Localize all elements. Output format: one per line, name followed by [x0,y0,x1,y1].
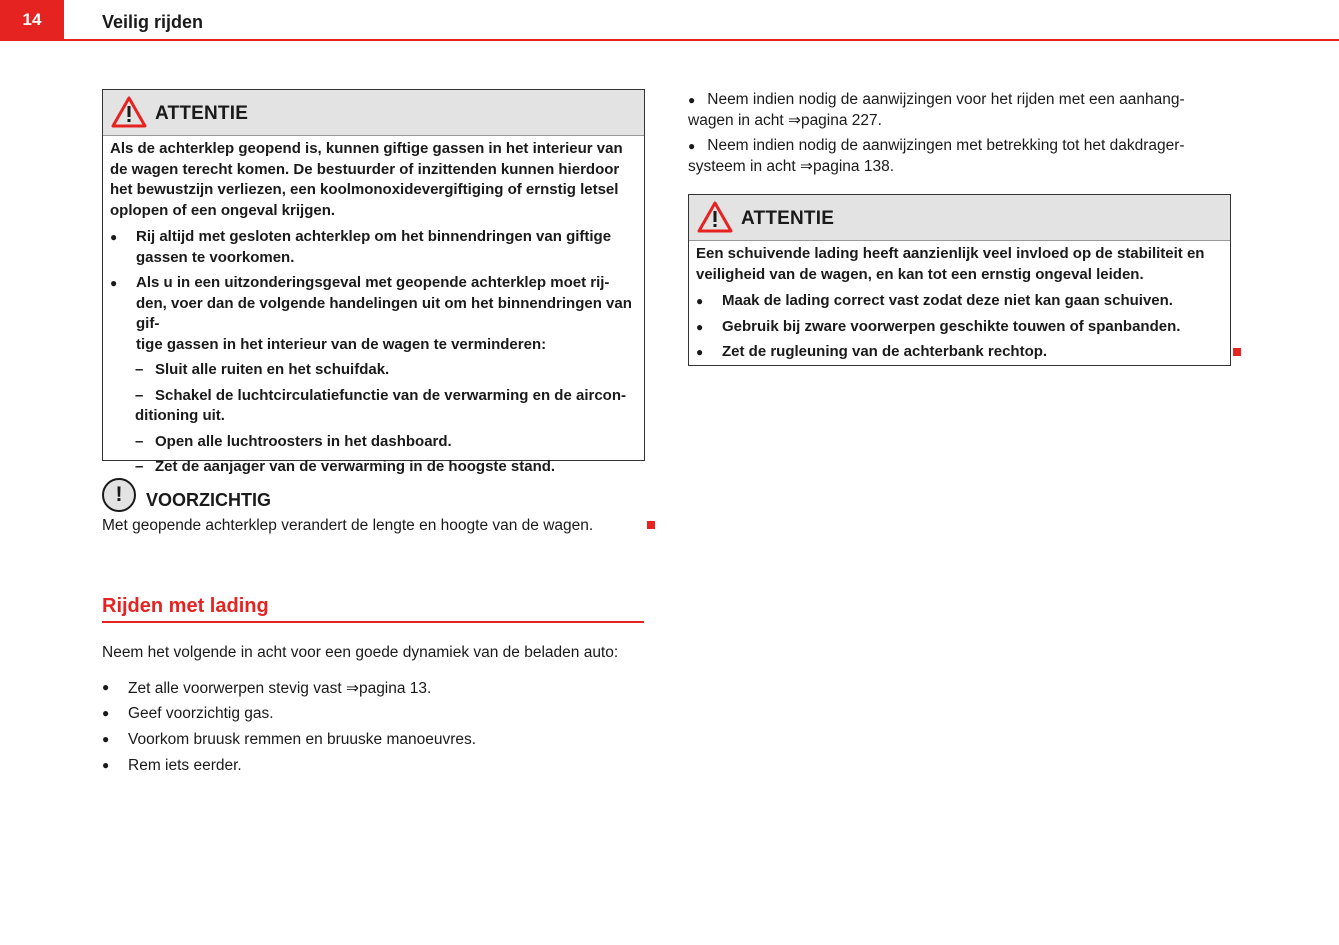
list-item: ● Neem indien nodig de aanwijzingen met betrekking tot het dakdrager- systeem in acht ⇒pagina 138. [688,137,1185,175]
warning-intro: Als de achterklep geopend is, kunnen giftige gassen in het interieur van de wagen terecht komen. De bestuurder of inzittenden kunnen hierdoor het bewustzijn verliezen, een koolmonoxidevergiftiging of ernstig letsel oplopen of een ongeval krijgen. [110,140,623,219]
cargo-tips-list [102,679,476,783]
warning-header [103,90,644,136]
section-end-marker [1233,348,1241,356]
list-item: ● Voorkom bruusk remmen en bruuske manoeuvres. [102,731,476,757]
warning-header [689,195,1230,241]
warning-body [103,136,644,487]
caution-text: Met geopende achterklep verandert de lengte en hoogte van de wagen. [102,517,594,534]
exclamation-circle-icon: ! [102,478,136,512]
warning-bullet: ● Rij altijd met gesloten achterklep om het binnendringen van giftige gassen te voorkomen. [110,227,637,268]
chapter-title: Veilig rijden [102,12,204,32]
page-number: 14 [0,0,64,40]
warning-title: ATTENTIE [155,103,249,124]
warning-bullet: ● Zet de rugleuning van de achterbank rechtop. [696,342,1223,363]
warning-triangle-icon [697,201,733,233]
section-title: Rijden met lading [102,595,269,617]
list-item: ● Zet alle voorwerpen stevig vast ⇒pagina 13. [102,679,476,705]
warning-step: – Schakel de luchtcirculatiefunctie van de verwarming en de aircon- ditioning uit. [135,386,626,424]
right-column-list [688,90,1228,182]
warning-bullet: ● Maak de lading correct vast zodat deze niet kan gaan schuiven. [696,291,1223,312]
section-end-marker [647,521,655,529]
warning-bullet: ● Als u in een uitzonderingsgeval met geopende achterklep moet rij- den, voer dan de volgende handelingen uit om het binnendringen van gif- tige gassen in het interieur van de wagen te verminderen: [110,273,637,355]
warning-triangle-icon [111,96,147,128]
warning-bullet: ● Gebruik bij zware voorwerpen geschikte touwen of spanbanden. [696,317,1223,338]
caution-title: VOORZICHTIG [146,490,271,510]
list-item: ● Rem iets eerder. [102,757,476,783]
warning-step: – Sluit alle ruiten en het schuifdak. [135,361,390,378]
warning-intro: Een schuivende lading heeft aanzienlijk veel invloed op de stabiliteit en veiligheid van de wagen, en kan tot een ernstig ongeval leiden. [696,245,1205,283]
warning-box-cargo [688,194,1231,366]
section-rule [102,621,644,623]
header-rule [0,39,1339,41]
warning-step: – Zet de aanjager van de verwarming in de hoogste stand. [135,458,556,475]
page-header [0,0,1339,41]
warning-title: ATTENTIE [741,208,835,229]
warning-body [689,241,1230,372]
warning-box-exhaust [102,89,645,475]
warning-step: – Open alle luchtroosters in het dashboard. [135,432,452,450]
section-intro: Neem het volgende in acht voor een goede dynamiek van de beladen auto: [102,644,619,661]
list-item: ● Geef voorzichtig gas. [102,705,476,731]
list-item: ● Neem indien nodig de aanwijzingen voor het rijden met een aanhang- wagen in acht ⇒pagina 227. [688,91,1185,129]
